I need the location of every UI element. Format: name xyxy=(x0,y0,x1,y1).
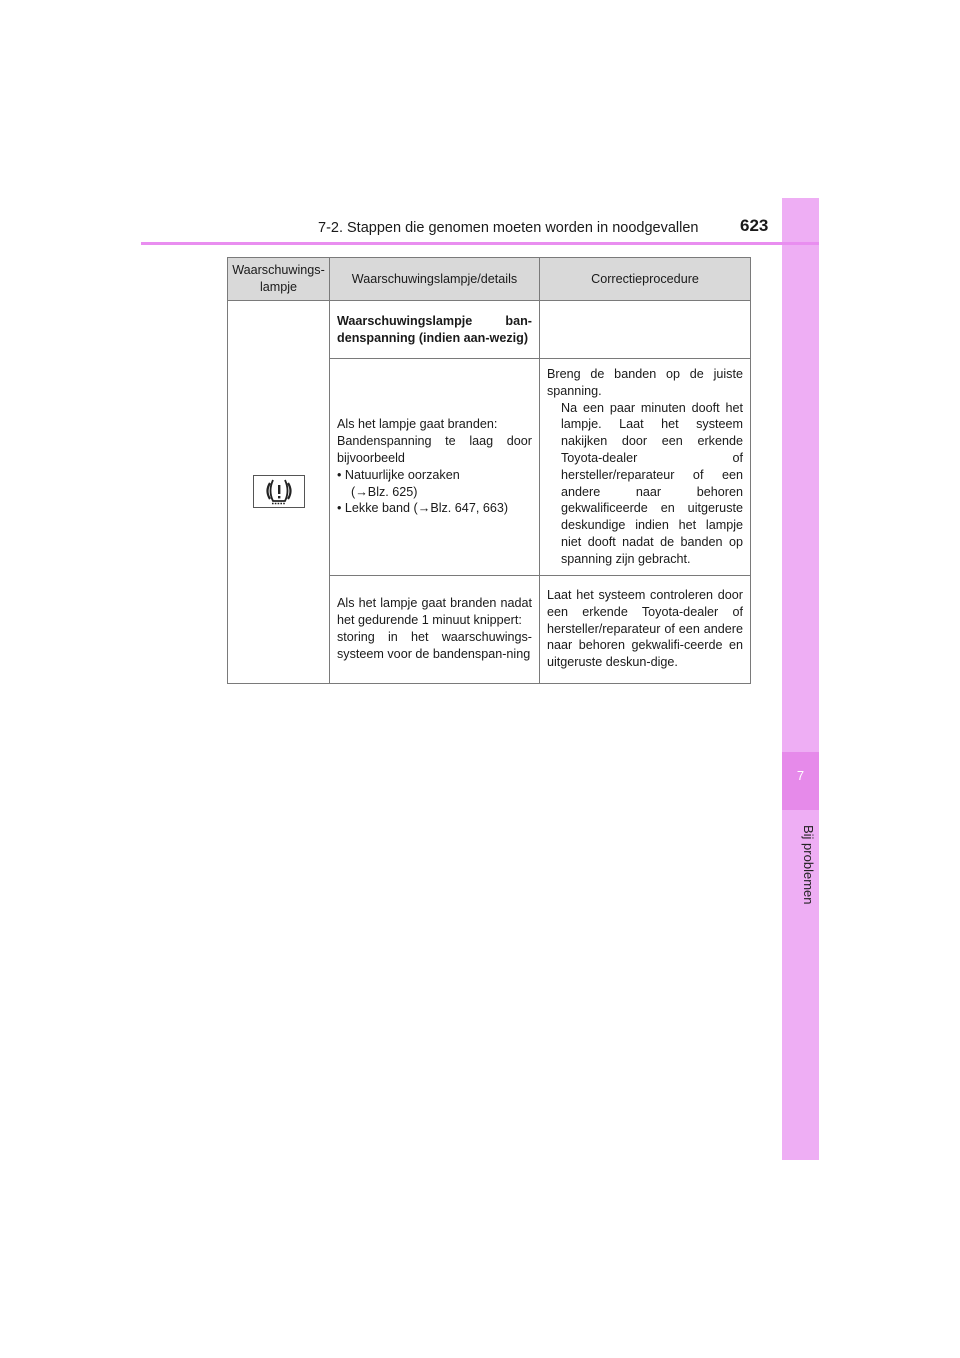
warning-light-table xyxy=(227,257,751,684)
icon-cell xyxy=(228,301,330,684)
chapter-side-tab xyxy=(782,198,819,1160)
details-cell-2: Als het lampje gaat branden nadat het gedurende 1 minuut knippert: storing in het waarschuwings-systeem voor de bandenspan-ning xyxy=(330,575,540,683)
table-header-row xyxy=(228,258,751,301)
empty-cell xyxy=(540,301,751,359)
table-row xyxy=(228,301,751,359)
page-number: 623 xyxy=(740,216,769,235)
header-rule xyxy=(141,242,819,245)
chapter-label: Bij problemen xyxy=(801,825,816,905)
chapter-number: 7 xyxy=(796,768,805,783)
procedure-cell-2: Laat het systeem controleren door een erkende Toyota-dealer of hersteller/reparateur of een andere naar behoren gekwalifi-ceerde en uitgeruste deskun-dige. xyxy=(540,575,751,683)
header-warning-light: Waarschuwings- lampje xyxy=(228,258,330,301)
tire-pressure-warning-icon xyxy=(253,475,305,508)
section-title: 7-2. Stappen die genomen moeten worden in noodgevallen xyxy=(318,220,699,236)
procedure-cell-1: Breng de banden op de juiste spanning. Na een paar minuten dooft het lampje. Laat het systeem nakijken door een erkende Toyota-dealer of hersteller/reparateur of een andere naar behoren gekwalificeerde en uitgeruste deskundige indien het lampje niet dooft nadat de banden op spanning zijn gebracht. xyxy=(540,359,751,576)
details-cell-1: Als het lampje gaat branden: Bandenspanning te laag door bijvoorbeeld • Natuurlijke oorzaken (→Blz. 625) • Lekke band (→Blz. 647, 663) xyxy=(330,359,540,576)
header-procedure: Correctieprocedure xyxy=(540,258,751,301)
header-details: Waarschuwingslampje/details xyxy=(330,258,540,301)
section-heading: Waarschuwingslampje ban-denspanning (indien aan-wezig) xyxy=(330,301,540,359)
